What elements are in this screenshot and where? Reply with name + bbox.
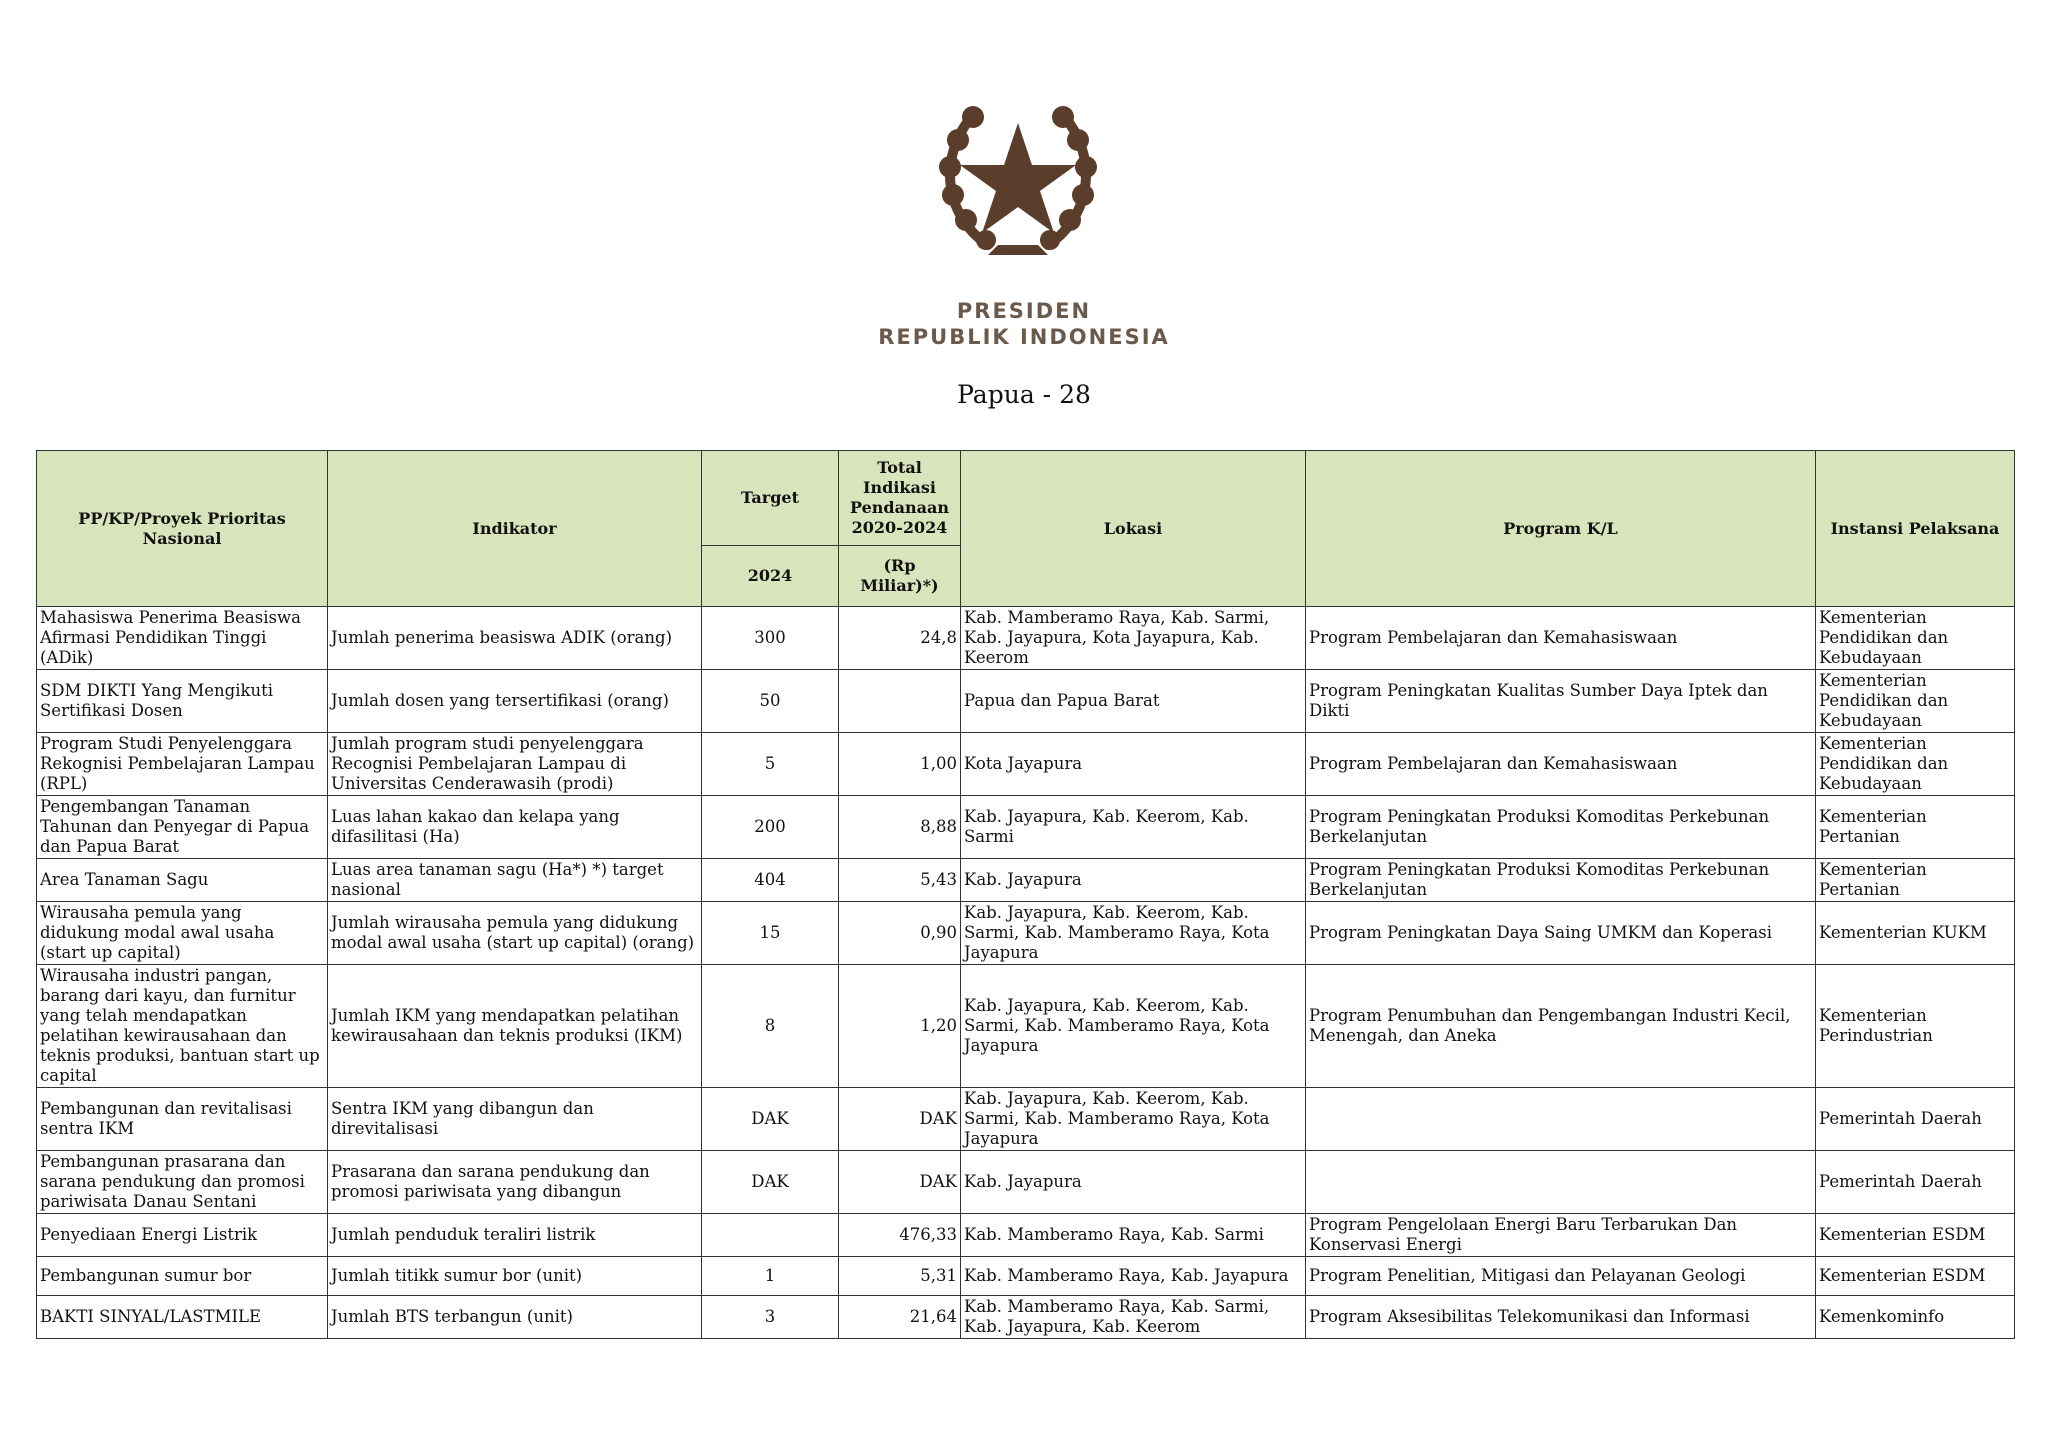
cell-indicator: Jumlah titikk sumur bor (unit) (328, 1257, 702, 1296)
cell-program: Program Peningkatan Daya Saing UMKM dan Koperasi (1306, 902, 1816, 965)
cell-project: Pengembangan Tanaman Tahunan dan Penyegar di Papua dan Papua Barat (37, 796, 328, 859)
cell-location: Kota Jayapura (961, 733, 1306, 796)
cell-project: Mahasiswa Penerima Beasiswa Afirmasi Pendidikan Tinggi (ADik) (37, 607, 328, 670)
cell-location: Kab. Mamberamo Raya, Kab. Sarmi (961, 1214, 1306, 1257)
cell-program: Program Peningkatan Produksi Komoditas Perkebunan Berkelanjutan (1306, 859, 1816, 902)
col-header-indicator: Indikator (328, 451, 702, 607)
cell-funding: 8,88 (839, 796, 961, 859)
cell-location: Kab. Mamberamo Raya, Kab. Sarmi, Kab. Jayapura, Kota Jayapura, Kab. Keerom (961, 607, 1306, 670)
table-row (37, 1151, 2015, 1214)
garuda-star-emblem (928, 95, 1108, 265)
table-row (37, 1296, 2015, 1339)
cell-agency: Kementerian KUKM (1816, 902, 2015, 965)
cell-agency: Kementerian Pertanian (1816, 859, 2015, 902)
cell-program: Program Penelitian, Mitigasi dan Pelayanan Geologi (1306, 1257, 1816, 1296)
cell-indicator: Luas lahan kakao dan kelapa yang difasilitasi (Ha) (328, 796, 702, 859)
cell-funding (839, 670, 961, 733)
cell-target: 404 (702, 859, 839, 902)
cell-funding: 5,31 (839, 1257, 961, 1296)
cell-location: Kab. Mamberamo Raya, Kab. Jayapura (961, 1257, 1306, 1296)
table-row (37, 796, 2015, 859)
cell-funding: 1,00 (839, 733, 961, 796)
col-header-project: PP/KP/Proyek Prioritas Nasional (37, 451, 328, 607)
cell-agency: Kementerian Perindustrian (1816, 965, 2015, 1088)
cell-agency: Kementerian Pendidikan dan Kebudayaan (1816, 607, 2015, 670)
cell-funding: 476,33 (839, 1214, 961, 1257)
cell-project: Pembangunan prasarana dan sarana pendukung dan promosi pariwisata Danau Sentani (37, 1151, 328, 1214)
cell-indicator: Jumlah penduduk teraliri listrik (328, 1214, 702, 1257)
institution-heading (0, 298, 2048, 350)
cell-location: Kab. Jayapura (961, 1151, 1306, 1214)
institution-line-2: REPUBLIK INDONESIA (878, 325, 1170, 349)
cell-location: Kab. Jayapura, Kab. Keerom, Kab. Sarmi, Kab. Mamberamo Raya, Kota Jayapura (961, 902, 1306, 965)
col-header-location: Lokasi (961, 451, 1306, 607)
star-wreath-icon (928, 95, 1108, 265)
cell-indicator: Jumlah program studi penyelenggara Recognisi Pembelajaran Lampau di Universitas Cenderawasih (prodi) (328, 733, 702, 796)
cell-funding: 24,8 (839, 607, 961, 670)
table-row (37, 965, 2015, 1088)
cell-target: 50 (702, 670, 839, 733)
table-row (37, 1257, 2015, 1296)
cell-target: 8 (702, 965, 839, 1088)
cell-agency: Kementerian Pendidikan dan Kebudayaan (1816, 733, 2015, 796)
cell-project: BAKTI SINYAL/LASTMILE (37, 1296, 328, 1339)
table-row (37, 902, 2015, 965)
cell-agency: Pemerintah Daerah (1816, 1088, 2015, 1151)
cell-target (702, 1214, 839, 1257)
cell-project: Penyediaan Energi Listrik (37, 1214, 328, 1257)
table-row (37, 670, 2015, 733)
cell-location: Kab. Jayapura, Kab. Keerom, Kab. Sarmi, Kab. Mamberamo Raya, Kota Jayapura (961, 965, 1306, 1088)
cell-funding: 0,90 (839, 902, 961, 965)
table-row (37, 1214, 2015, 1257)
cell-project: Pembangunan dan revitalisasi sentra IKM (37, 1088, 328, 1151)
cell-indicator: Prasarana dan sarana pendukung dan promosi pariwisata yang dibangun (328, 1151, 702, 1214)
cell-program (1306, 1151, 1816, 1214)
cell-program: Program Penumbuhan dan Pengembangan Industri Kecil, Menengah, dan Aneka (1306, 965, 1816, 1088)
cell-target: DAK (702, 1151, 839, 1214)
cell-program: Program Pembelajaran dan Kemahasiswaan (1306, 607, 1816, 670)
cell-agency: Kemenkominfo (1816, 1296, 2015, 1339)
institution-line-1: PRESIDEN (956, 299, 1092, 323)
cell-agency: Kementerian ESDM (1816, 1214, 2015, 1257)
cell-project: SDM DIKTI Yang Mengikuti Sertifikasi Dosen (37, 670, 328, 733)
cell-indicator: Luas area tanaman sagu (Ha*) *) target nasional (328, 859, 702, 902)
cell-target: 200 (702, 796, 839, 859)
cell-location: Papua dan Papua Barat (961, 670, 1306, 733)
cell-indicator: Jumlah penerima beasiswa ADIK (orang) (328, 607, 702, 670)
table-row (37, 607, 2015, 670)
cell-location: Kab. Jayapura (961, 859, 1306, 902)
col-header-funding-unit: (Rp Miliar)*) (839, 546, 961, 607)
cell-indicator: Sentra IKM yang dibangun dan direvitalisasi (328, 1088, 702, 1151)
col-header-target-year: 2024 (702, 546, 839, 607)
table-row (37, 859, 2015, 902)
cell-project: Wirausaha industri pangan, barang dari kayu, dan furnitur yang telah mendapatkan pelatihan kewirausahaan dan teknis produksi, bantuan start up capital (37, 965, 328, 1088)
cell-funding: 1,20 (839, 965, 961, 1088)
cell-target: 300 (702, 607, 839, 670)
cell-target: DAK (702, 1088, 839, 1151)
cell-project: Wirausaha pemula yang didukung modal awal usaha (start up capital) (37, 902, 328, 965)
cell-indicator: Jumlah dosen yang tersertifikasi (orang) (328, 670, 702, 733)
col-header-funding: Total Indikasi Pendanaan 2020-2024 (839, 451, 961, 546)
cell-funding: 21,64 (839, 1296, 961, 1339)
cell-funding: 5,43 (839, 859, 961, 902)
cell-target: 5 (702, 733, 839, 796)
priority-projects-table (36, 450, 2015, 1339)
cell-location: Kab. Mamberamo Raya, Kab. Sarmi, Kab. Jayapura, Kab. Keerom (961, 1296, 1306, 1339)
cell-project: Area Tanaman Sagu (37, 859, 328, 902)
cell-target: 15 (702, 902, 839, 965)
cell-program: Program Peningkatan Kualitas Sumber Daya Iptek dan Dikti (1306, 670, 1816, 733)
cell-program (1306, 1088, 1816, 1151)
cell-project: Program Studi Penyelenggara Rekognisi Pembelajaran Lampau (RPL) (37, 733, 328, 796)
cell-location: Kab. Jayapura, Kab. Keerom, Kab. Sarmi (961, 796, 1306, 859)
cell-indicator: Jumlah wirausaha pemula yang didukung modal awal usaha (start up capital) (orang) (328, 902, 702, 965)
cell-program: Program Pengelolaan Energi Baru Terbarukan Dan Konservasi Energi (1306, 1214, 1816, 1257)
col-header-program: Program K/L (1306, 451, 1816, 607)
cell-program: Program Pembelajaran dan Kemahasiswaan (1306, 733, 1816, 796)
col-header-agency: Instansi Pelaksana (1816, 451, 2015, 607)
table-row (37, 1088, 2015, 1151)
cell-program: Program Peningkatan Produksi Komoditas Perkebunan Berkelanjutan (1306, 796, 1816, 859)
cell-program: Program Aksesibilitas Telekomunikasi dan Informasi (1306, 1296, 1816, 1339)
cell-agency: Pemerintah Daerah (1816, 1151, 2015, 1214)
cell-agency: Kementerian ESDM (1816, 1257, 2015, 1296)
table-row (37, 733, 2015, 796)
cell-target: 3 (702, 1296, 839, 1339)
cell-funding: DAK (839, 1151, 961, 1214)
cell-location: Kab. Jayapura, Kab. Keerom, Kab. Sarmi, Kab. Mamberamo Raya, Kota Jayapura (961, 1088, 1306, 1151)
cell-indicator: Jumlah IKM yang mendapatkan pelatihan kewirausahaan dan teknis produksi (IKM) (328, 965, 702, 1088)
cell-indicator: Jumlah BTS terbangun (unit) (328, 1296, 702, 1339)
col-header-target: Target (702, 451, 839, 546)
cell-project: Pembangunan sumur bor (37, 1257, 328, 1296)
cell-target: 1 (702, 1257, 839, 1296)
cell-agency: Kementerian Pendidikan dan Kebudayaan (1816, 670, 2015, 733)
cell-agency: Kementerian Pertanian (1816, 796, 2015, 859)
cell-funding: DAK (839, 1088, 961, 1151)
page-title: Papua - 28 (957, 380, 1091, 409)
